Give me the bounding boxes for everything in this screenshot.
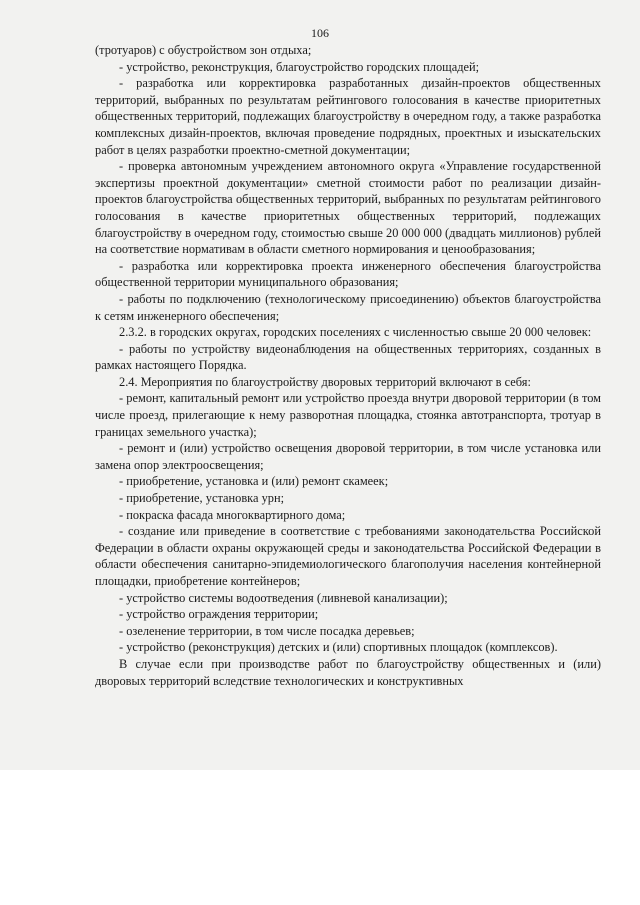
paragraph-p9: 2.4. Мероприятия по благоустройству дворовых территорий включают в себя: (119, 374, 531, 389)
paragraph-p1: (тротуаров) с обустройством зон отдыха; (95, 43, 312, 57)
paragraph-p11: - ремонт и (или) устройство освещения дворовой территории, в том числе установка или замена опор электроосвещения; (95, 441, 601, 472)
paragraph-p19: - устройство (реконструкция) детских и (или) спортивных площадок (комплексов). (119, 640, 558, 655)
paragraph-p2: - устройство, реконструкция, благоустройство городских площадей; (119, 59, 480, 74)
paragraph-p6: - работы по подключению (технологическому присоединению) объектов благоустройства к сетям инженерного обеспечения; (95, 291, 601, 323)
paragraph-p7: 2.3.2. в городских округах, городских поселениях с численностью свыше 20 000 человек: (119, 325, 592, 340)
paragraph-p5: - разработка или корректировка проекта инженерного обеспечения благоустройства общественной территории муниципального образования; (95, 258, 601, 290)
paragraph-p13: - приобретение, установка урн; (119, 491, 285, 506)
paragraph-p10: - ремонт, капитальный ремонт или устройство проезда внутри дворовой территории (в том числе проезд, прилегающие к нему разворотная площадка, стоянка автотранспорта, тротуар в границах земельного участка); (95, 391, 601, 439)
document-body (95, 42, 601, 689)
page-number: 106 (311, 26, 329, 40)
paragraph-p14: - покраска фасада многоквартирного дома; (119, 507, 346, 522)
paragraph-p20: В случае если при производстве работ по благоустройству общественных и (или) дворовых территорий вследствие технологических и конструктивных (95, 656, 601, 688)
paragraph-p17: - устройство ограждения территории; (119, 607, 319, 622)
paragraph-p16: - устройство системы водоотведения (ливневой канализации); (119, 590, 448, 605)
paragraph-p18: - озеленение территории, в том числе посадка деревьев; (119, 623, 415, 638)
paragraph-p8: - работы по устройству видеонаблюдения на общественных территориях, созданных в рамках настоящего Порядка. (95, 341, 601, 373)
paragraph-p3: - разработка или корректировка разработанных дизайн-проектов общественных территорий, выбранных по результатам рейтингового голосования в качестве приоритетных общественных территорий, подлежащих благоустройству в очередном году, а также разработка комплексных дизайн-проектов, включая проведение подрядных, проектных и изыскательских работ в целях разработки проектно-сметной документации; (95, 76, 601, 157)
paragraph-p4: - проверка автономным учреждением автономного округа «Управление государственной экспертизы проектной документации» сметной стоимости работ по реализации дизайн-проектов благоустройства общественных территорий, выбранных по результатам рейтингового голосования в качестве приоритетных общественных территорий, подлежащих благоустройству в очередном году, стоимостью свыше 20 000 000 (двадцать миллионов) рублей на соответствие нормативам в области сметного нормирования и ценообразования; (95, 159, 601, 257)
paragraph-p15: - создание или приведение в соответствие с требованиями законодательства Российской Федерации в области охраны окружающей среды и законодательства Российской Федерации в области обеспечения санитарно-эпидемиологического благополучия населения контейнерной площадки, приобретение контейнеров; (95, 524, 601, 588)
paragraph-p12: - приобретение, установка и (или) ремонт скамеек; (119, 474, 389, 489)
